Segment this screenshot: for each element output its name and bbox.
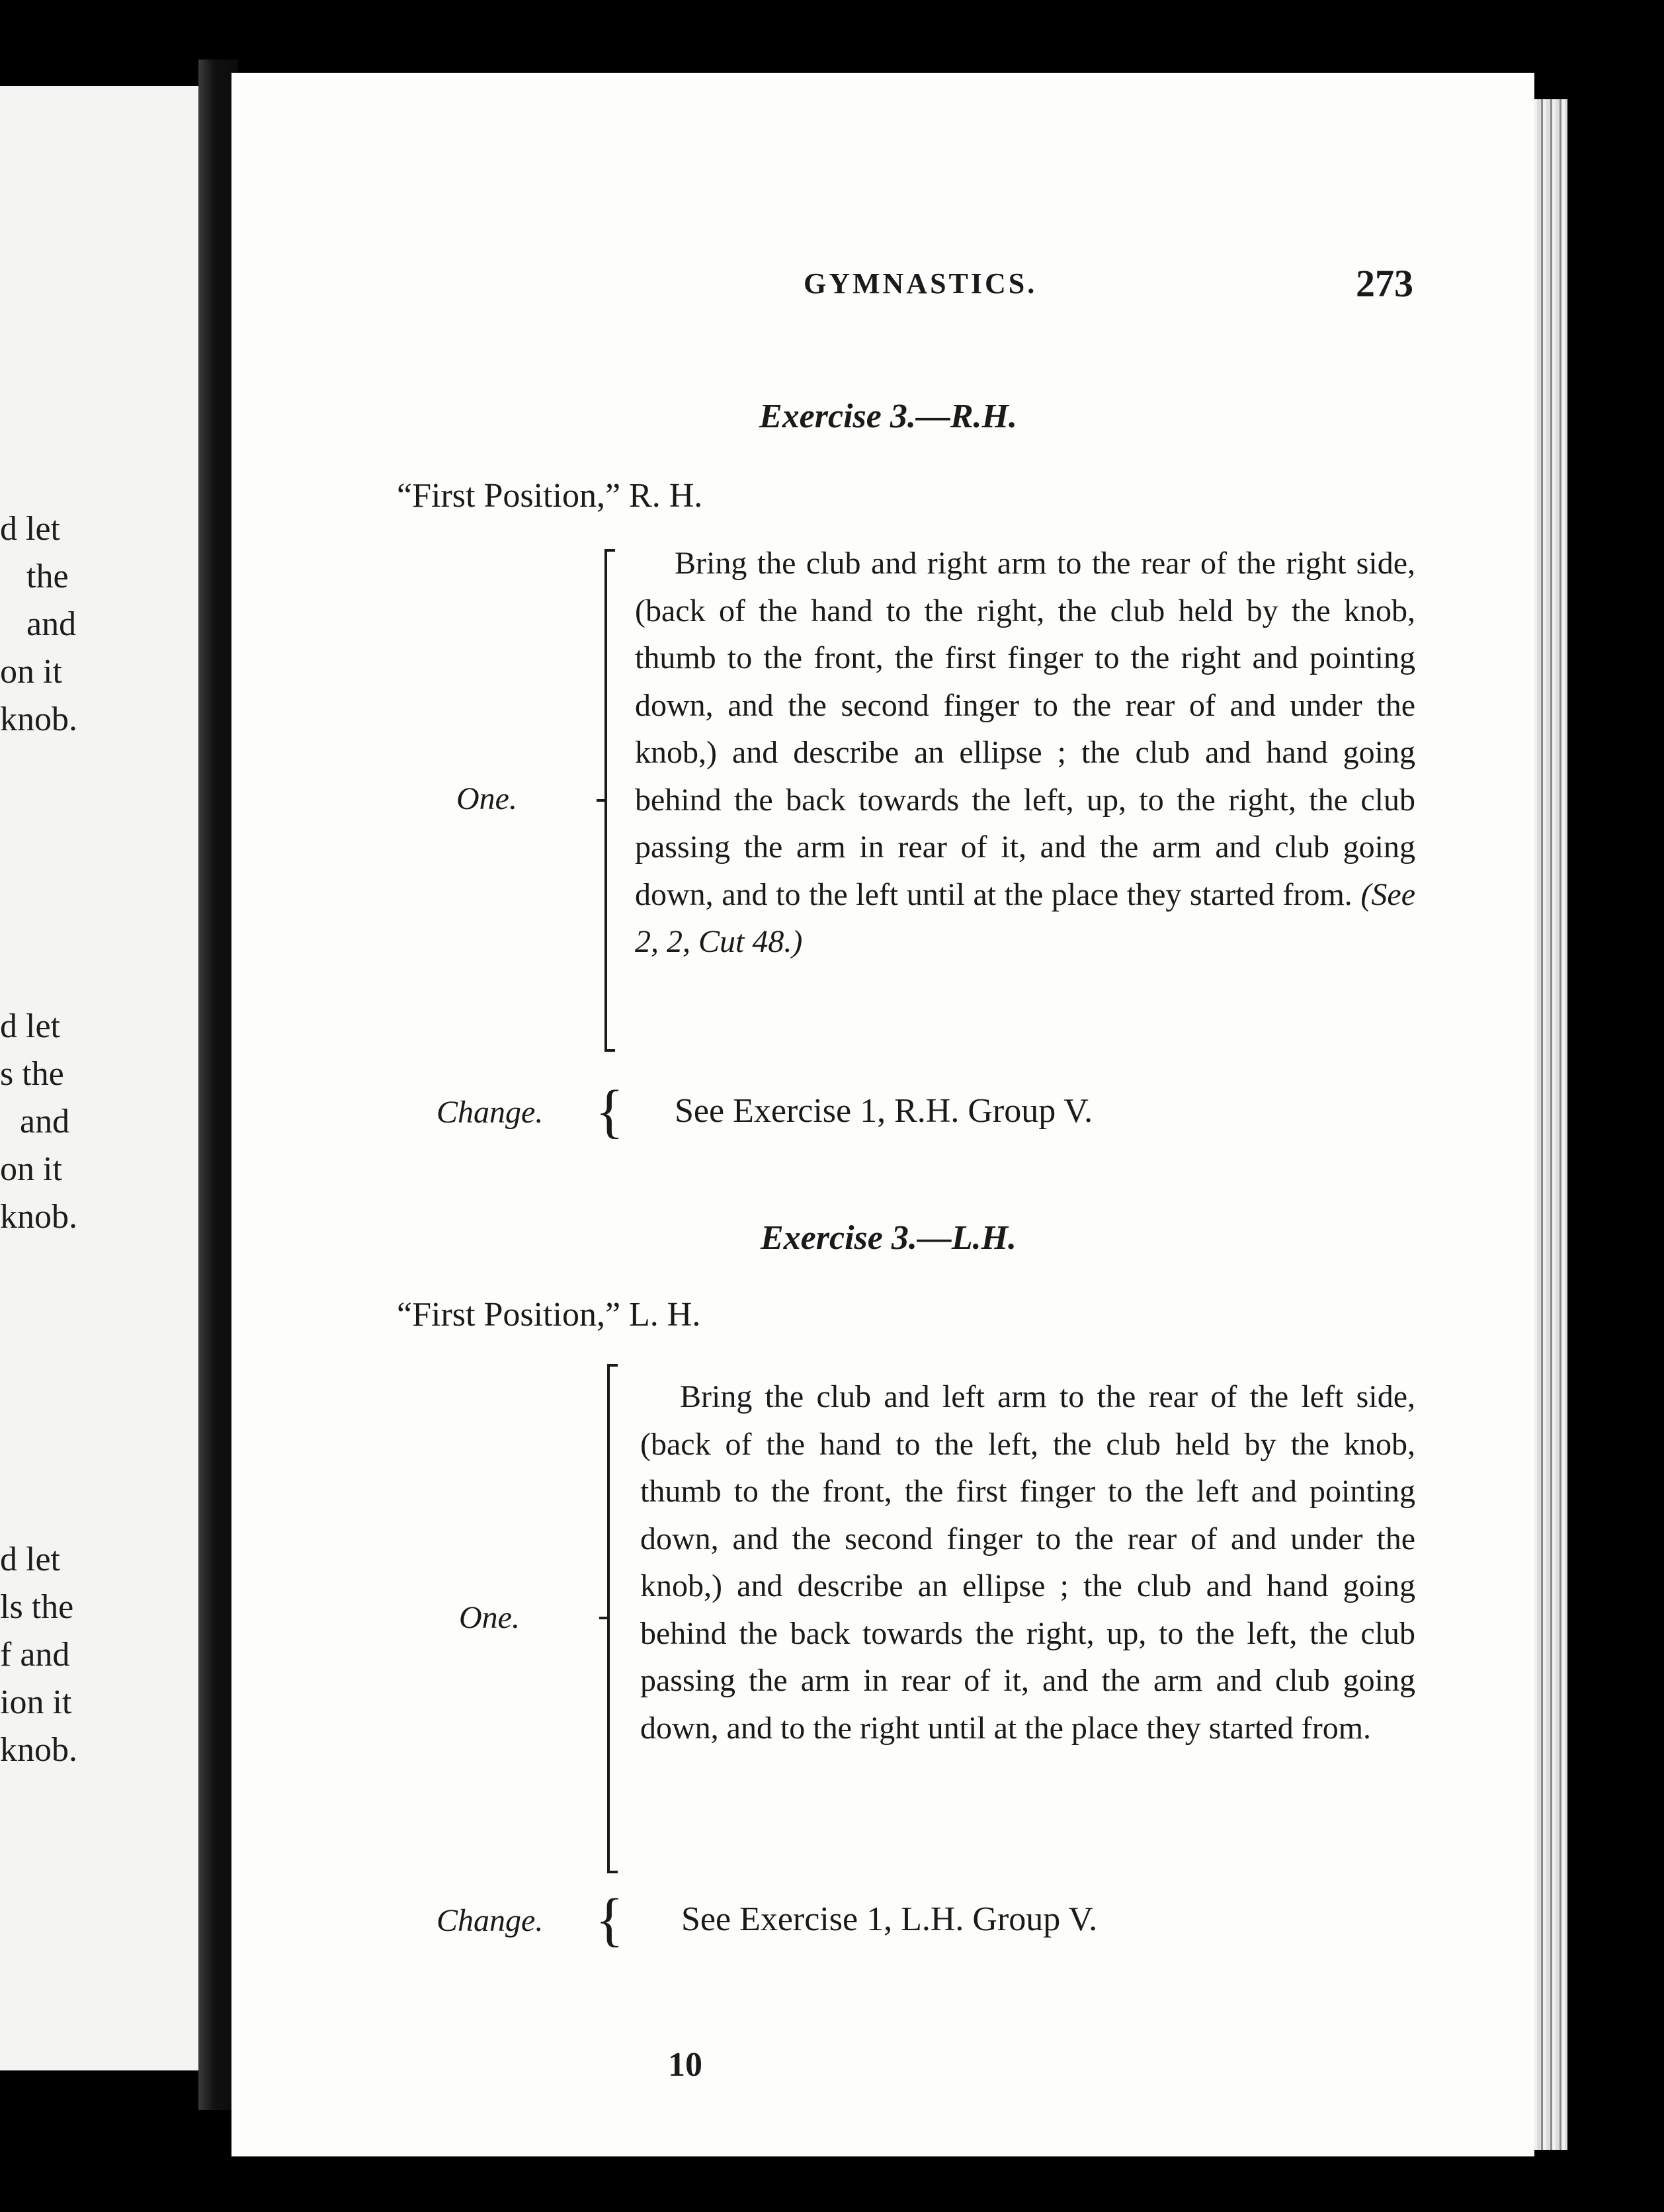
running-head: GYMNASTICS. (804, 267, 1038, 300)
exercise-lh-brace (607, 1364, 624, 1873)
fragment-line: on it (0, 1150, 62, 1188)
exercise-rh-one-text (635, 540, 1415, 966)
signature-mark: 10 (668, 2046, 702, 2084)
exercise-rh-change-text: See Exercise 1, R.H. Group V. (675, 1092, 1093, 1130)
fragment-line: on it (0, 653, 62, 691)
exercise-lh-change-text: See Exercise 1, L.H. Group V. (681, 1900, 1098, 1938)
page-number: 273 (1356, 262, 1413, 305)
exercise-lh-command: “First Position,” L. H. (397, 1296, 701, 1334)
exercise-lh-one-label: One. (459, 1600, 520, 1635)
exercise-rh-title-suffix: 3.—R.H. (890, 398, 1017, 435)
exercise-rh-one-ref: (See 2, 2, Cut 48.) (635, 876, 1415, 959)
fragment-line: the (26, 558, 69, 595)
exercise-rh-change-label: Change. (437, 1095, 544, 1130)
exercise-rh-one-body: Bring the club and right arm to the rear of the right side, (back of the hand to the right, the club held by the knob, thumb to the front, the first finger to the right and pointing down, and the second finger to the rear of and under the knob,) and describe an ellipse ; the club and hand going behind the back towards the left, up, to the right, the club passing the arm in rear of it, and the arm and club going down, and to the left until at the place they started from. (635, 546, 1415, 912)
exercise-lh-title-suffix: 3.—L.H. (891, 1219, 1017, 1257)
fragment-line: f and (0, 1636, 70, 1674)
fragment-line: d let (0, 510, 60, 548)
fragment-line: d let (0, 1541, 60, 1578)
exercise-rh-change-brace: { (595, 1079, 624, 1144)
fragment-line: and (20, 1103, 70, 1140)
exercise-lh-title (761, 1218, 1017, 1257)
exercise-rh-brace (604, 549, 622, 1052)
fragment-line: s the (0, 1055, 64, 1093)
exercise-rh-title (759, 397, 1017, 436)
fragment-line: d let (0, 1007, 60, 1045)
exercise-rh-brace-tip (597, 799, 606, 802)
exercise-rh-one-label: One. (456, 781, 517, 816)
exercise-lh-brace-tip (599, 1617, 608, 1619)
fragment-line: knob. (0, 1731, 77, 1769)
exercise-lh-title-prefix: Exercise (761, 1219, 883, 1257)
exercise-lh-one-text: Bring the club and left arm to the rear of the left side, (back of the hand to the left, the club held by the knob, thumb to the front, the first finger to the left and pointing down, and the second finger to the rear of and under the knob,) and describe an ellipse ; the club and hand going behind the back towards the right, up, to the left, the club passing the arm in rear of it, and the arm and club going down, and to the right until at the place they started from. (640, 1379, 1415, 1746)
fragment-line: and (26, 605, 77, 643)
fragment-line: knob. (0, 701, 77, 738)
exercise-rh-command: “First Position,” R. H. (397, 477, 703, 515)
exercise-rh-title-prefix: Exercise (759, 398, 882, 435)
exercise-lh-change-brace: { (595, 1887, 624, 1953)
exercise-lh-change-label: Change. (437, 1903, 544, 1938)
fragment-line: ls the (0, 1588, 74, 1626)
fragment-line: knob. (0, 1198, 77, 1236)
fragment-line: ion it (0, 1683, 72, 1721)
